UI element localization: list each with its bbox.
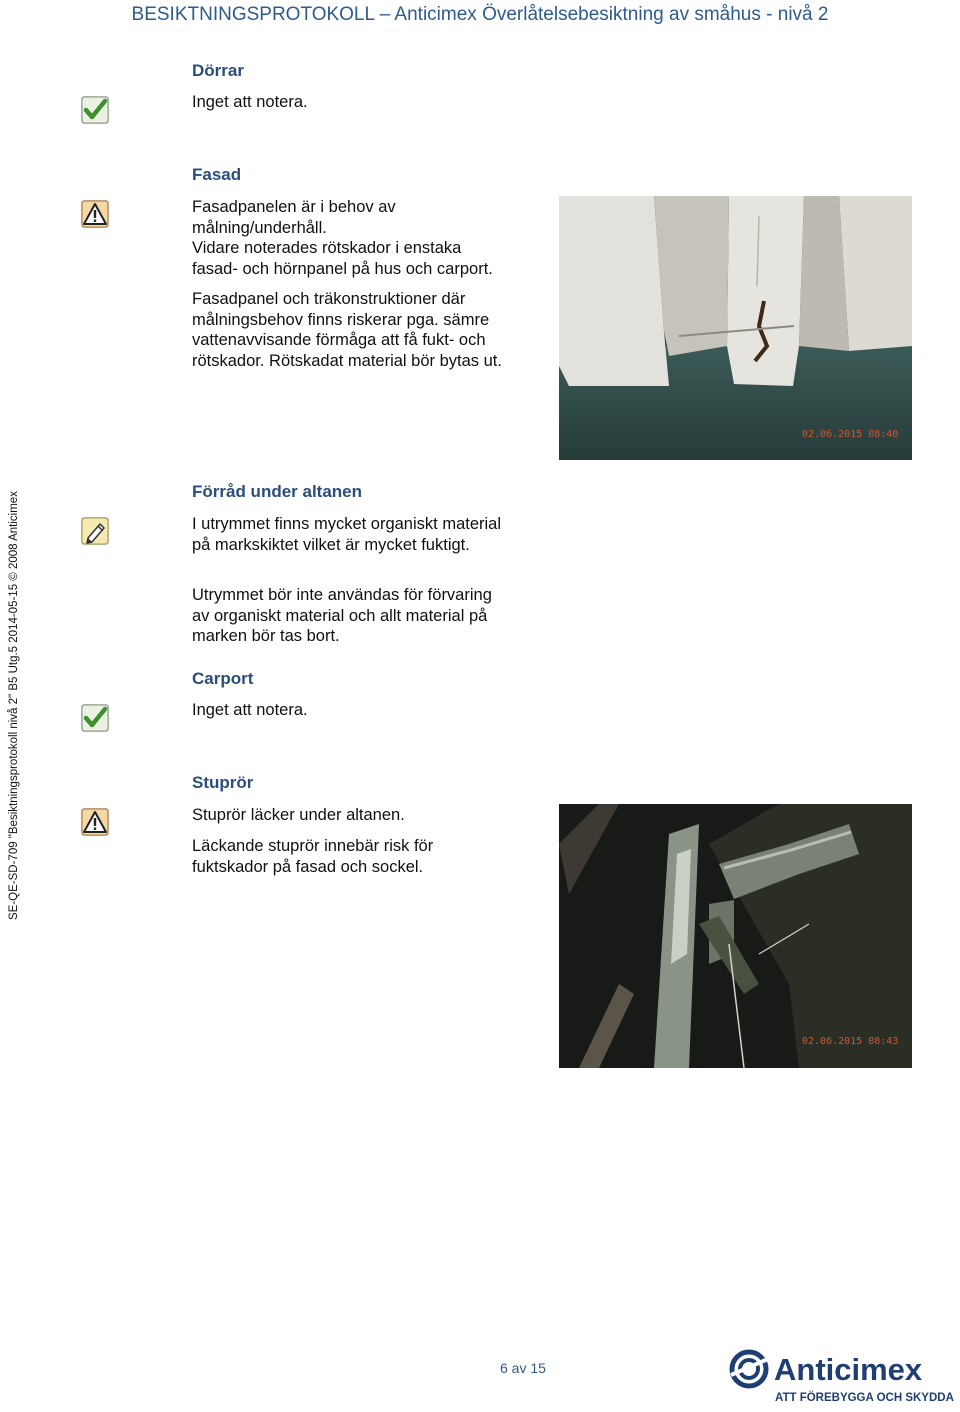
document-header-title: BESIKTNINGSPROTOKOLL – Anticimex Överlåtelsebesiktning av småhus - nivå 2: [131, 4, 829, 25]
photo-timestamp: 02.06.2015 08:40: [802, 429, 899, 440]
text-line: Fasadpanelen är i behov av: [192, 198, 396, 216]
forrad-recommendation: [192, 585, 492, 647]
text-line: målning/underhåll.: [192, 218, 327, 237]
pencil-icon: [80, 516, 110, 546]
logo-mark-icon: [731, 1352, 768, 1386]
fasad-observation: [192, 197, 493, 279]
text-line: I utrymmet finns mycket organiskt material: [192, 515, 502, 533]
warning-icon: [80, 807, 110, 837]
anticimex-logo: [728, 1349, 954, 1407]
text-line: fuktskador på fasad och sockel.: [192, 857, 424, 876]
fasad-recommendation: [192, 289, 502, 371]
logo-tagline: ATT FÖREBYGGA OCH SKYDDA: [775, 1392, 954, 1404]
check-icon: [80, 95, 110, 125]
photo-timestamp: 02.06.2015 08:43: [802, 1036, 899, 1047]
warning-icon: [80, 199, 110, 229]
logo-wordmark: Anticimex: [774, 1352, 923, 1387]
fasad-photo: [559, 196, 912, 460]
carport-note: Inget att notera.: [192, 701, 308, 719]
dorrar-note: Inget att notera.: [192, 93, 308, 111]
text-line: vattenavvisande förmåga att få fukt- och: [192, 331, 486, 350]
document-reference-note: SE-QE-SD-709 "Besiktningsprotokoll nivå 2" B5 Utg.5 2014-05-15 © 2008 Anticimex: [8, 491, 20, 920]
text-line: fasad- och hörnpanel på hus och carport.: [192, 259, 493, 278]
text-line: marken bör tas bort.: [192, 627, 340, 646]
text-line: målningsbehov finns riskerar pga. sämre: [192, 310, 490, 329]
check-icon: [80, 703, 110, 733]
stupror-photo: [559, 804, 912, 1068]
text-line: Vidare noterades rötskador i enstaka: [192, 239, 462, 258]
section-title-dorrar: Dörrar: [192, 61, 244, 80]
text-line: av organiskt material och allt material på: [192, 606, 488, 625]
section-title-stupror: Stuprör: [192, 773, 254, 792]
text-line: Utrymmet bör inte användas för förvaring: [192, 586, 492, 604]
text-line: rötskador. Rötskadat material bör bytas ut.: [192, 351, 502, 370]
text-line: Fasadpanel och träkonstruktioner där: [192, 290, 466, 308]
section-title-forrad: Förråd under altanen: [192, 482, 363, 501]
text-line: Läckande stuprör innebär risk för: [192, 837, 434, 855]
page-number: 6 av 15: [500, 1360, 546, 1376]
text-line: på markskiktet vilket är mycket fuktigt.: [192, 535, 470, 554]
forrad-observation: [192, 514, 501, 555]
stupror-recommendation: [192, 836, 433, 877]
section-title-carport: Carport: [192, 669, 254, 688]
stupror-observation: Stuprör läcker under altanen.: [192, 806, 405, 824]
section-title-fasad: Fasad: [192, 165, 242, 184]
